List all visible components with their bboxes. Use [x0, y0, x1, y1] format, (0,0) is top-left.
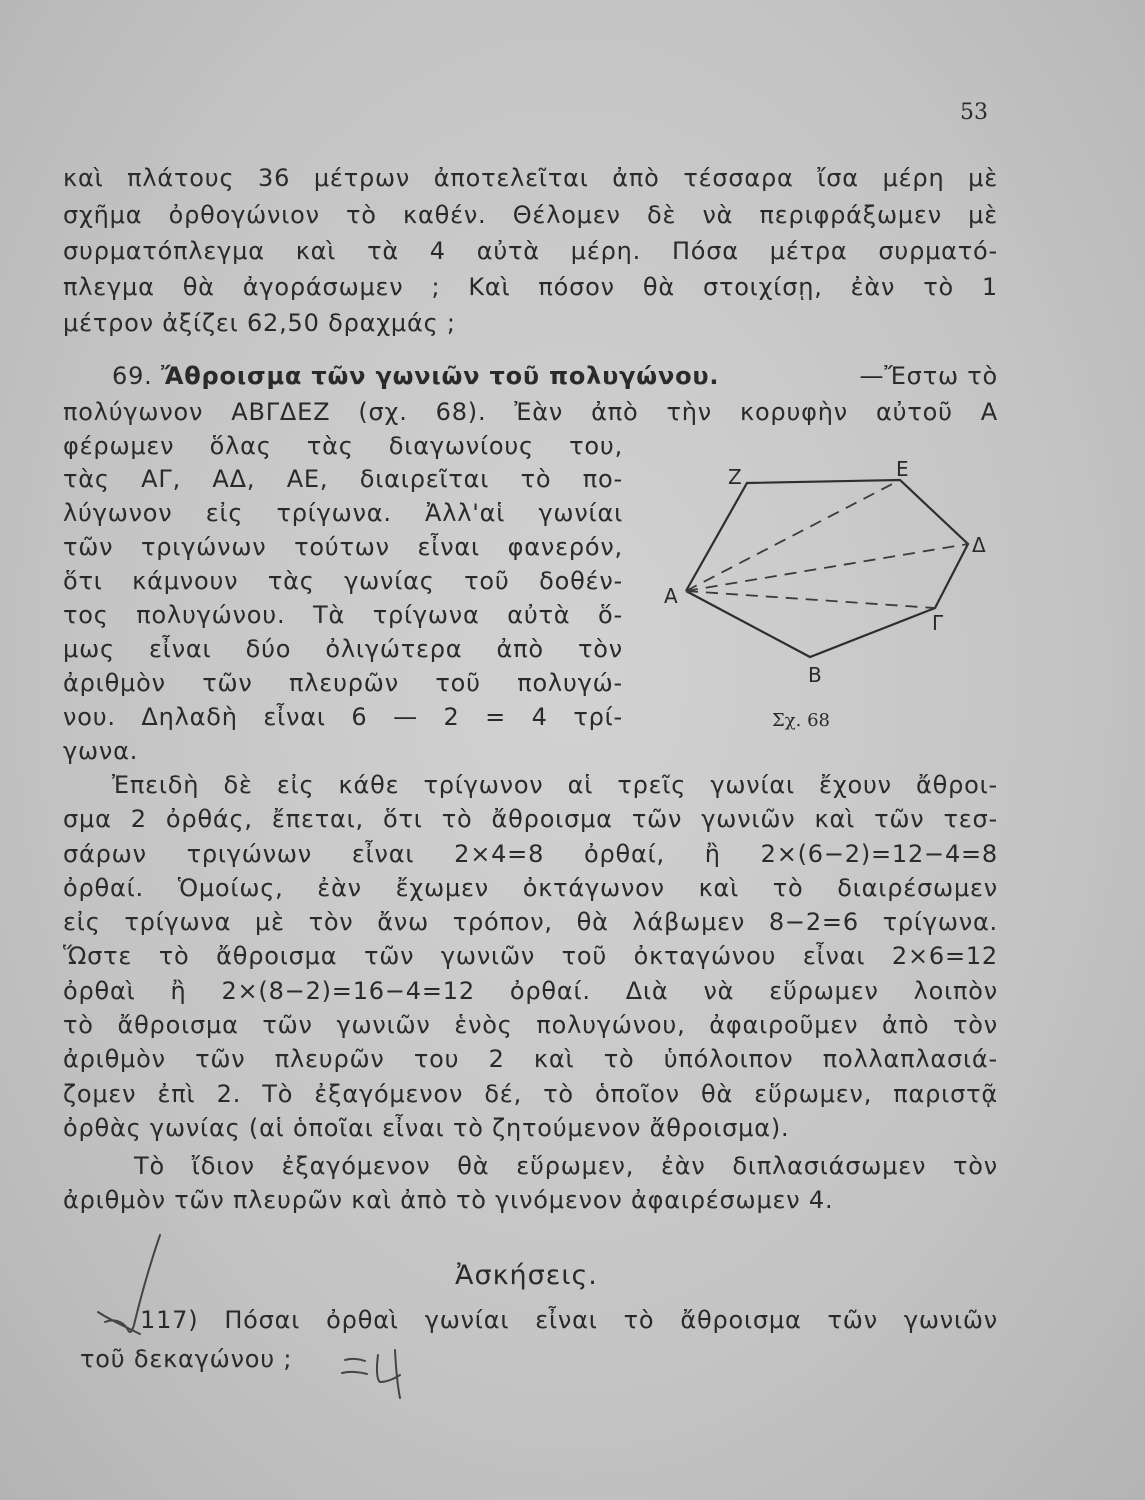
- text-line: Ὥστε τὸ ἄθροισμα τῶν γωνιῶν τοῦ ὀκταγώνου εἶναι 2×6=12: [63, 942, 998, 970]
- text-line: ὅτι κάμνουν τὰς γωνίας τοῦ δοθέν-: [63, 567, 623, 595]
- section-title: Ἄθροισμα τῶν γωνιῶν τοῦ πολυγώνου.: [161, 362, 720, 390]
- polygon-figure: [650, 450, 1010, 750]
- text-line: συρματόπλεγμα καὶ τὰ 4 αὐτὰ μέρη. Πόσα μέτρα συρματό-: [63, 237, 998, 265]
- text-line: ἀριθμὸν τῶν πλευρῶν καὶ ἀπὸ τὸ γινόμενον ἀφαιρέσωμεν 4.: [63, 1186, 834, 1214]
- text-line: φέρωμεν ὅλας τὰς διαγωνίους του,: [63, 432, 623, 460]
- text-line: ἀριθμὸν τῶν πλευρῶν τοῦ πολυγώ-: [63, 669, 623, 697]
- vertex-label-Z: Ζ: [728, 465, 742, 489]
- text-line: τῶν τριγώνων τούτων εἶναι φανερόν,: [63, 533, 623, 561]
- figure-caption: Σχ. 68: [772, 710, 830, 731]
- vertex-label-A: Α: [664, 584, 678, 608]
- page-number: 53: [960, 100, 988, 125]
- diagonal-AD: [686, 544, 968, 591]
- vertex-label-G: Γ: [932, 611, 944, 635]
- text-line: σάρων τριγώνων εἶναι 2×4=8 ὀρθαί, ἢ 2×(6−2)=12−4=8: [63, 840, 998, 868]
- text-line: μέτρον ἀξίζει 62,50 δραχμάς ;: [63, 309, 456, 337]
- text-line: νου. Δηλαδὴ εἶναι 6 — 2 = 4 τρί-: [63, 703, 623, 731]
- text-line: Τὸ ἴδιον ἐξαγόμενον θὰ εὕρωμεν, ἐὰν διπλασιάσωμεν τὸν: [134, 1152, 998, 1180]
- text-line: τος πολυγώνου. Τὰ τρίγωνα αὐτὰ ὅ-: [63, 601, 623, 629]
- text-line: εἰς τρίγωνα μὲ τὸν ἄνω τρόπον, θὰ λάβωμεν 8−2=6 τρίγωνα.: [63, 908, 998, 936]
- text-line: ζομεν ἐπὶ 2. Τὸ ἐξαγόμενον δέ, τὸ ὁποῖον θὰ εὕρωμεν, παριστᾷ: [63, 1080, 998, 1108]
- vertex-label-D: Δ: [972, 533, 986, 557]
- text-line: Ἐπειδὴ δὲ εἰς κάθε τρίγωνον αἱ τρεῖς γωνίαι ἔχουν ἄθροι-: [112, 771, 998, 799]
- text-line: λύγωνον εἰς τρίγωνα. Ἀλλ'αἱ γωνίαι: [63, 499, 623, 527]
- vertex-label-E: Ε: [896, 457, 909, 481]
- text-line: τὸ ἄθροισμα τῶν γωνιῶν ἑνὸς πολυγώνου, ἀφαιροῦμεν ἀπὸ τὸν: [63, 1011, 998, 1039]
- text-line: μως εἶναι δύο ὀλιγώτερα ἀπὸ τὸν: [63, 635, 623, 663]
- section-heading: [112, 362, 998, 390]
- exercises-title: Ἀσκήσεις.: [455, 1260, 598, 1291]
- section-number: 69.: [112, 362, 153, 390]
- exercise-117-line1: 117) Πόσαι ὀρθαὶ γωνίαι εἶναι τὸ ἄθροισμα τῶν γωνιῶν: [140, 1306, 998, 1334]
- text-line: σμα 2 ὀρθάς, ἔπεται, ὅτι τὸ ἄθροισμα τῶν γωνιῶν καὶ τῶν τεσ-: [63, 805, 998, 833]
- handwritten-marks: [60, 1230, 480, 1410]
- text-line: γωνα.: [63, 737, 139, 765]
- diagonal-AG: [686, 591, 935, 608]
- exercise-117-line2: τοῦ δεκαγώνου ;: [80, 1345, 293, 1373]
- text-line: ὀρθαὶ ἢ 2×(8−2)=16−4=12 ὀρθαί. Διὰ νὰ εὕρωμεν λοιπὸν: [63, 977, 998, 1005]
- text-line: πλεγμα θὰ ἀγοράσωμεν ; Καὶ πόσον θὰ στοιχίσῃ, ἐὰν τὸ 1: [63, 273, 998, 301]
- vertex-label-B: Β: [808, 663, 822, 687]
- text-line: καὶ πλάτους 36 μέτρων ἀποτελεῖται ἀπὸ τέσσαρα ἴσα μέρη μὲ: [63, 164, 998, 192]
- text-line: σχῆμα ὀρθογώνιον τὸ καθέν. Θέλομεν δὲ νὰ περιφράξωμεν μὲ: [63, 201, 998, 229]
- text-line: ὀρθαί. Ὁμοίως, ἐὰν ἔχωμεν ὀκτάγωνον καὶ τὸ διαιρέσωμεν: [63, 874, 998, 902]
- section-title-rest: —Ἔστω τὸ: [859, 362, 998, 390]
- text-line: τὰς ΑΓ, ΑΔ, ΑΕ, διαιρεῖται τὸ πο-: [63, 465, 623, 493]
- text-line: πολύγωνον ΑΒΓΔΕΖ (σχ. 68). Ἐὰν ἀπὸ τὴν κορυφὴν αὐτοῦ Α: [63, 398, 998, 426]
- text-line: ἀριθμὸν τῶν πλευρῶν του 2 καὶ τὸ ὑπόλοιπον πολλαπλασιά-: [63, 1045, 998, 1073]
- text-line: ὀρθὰς γωνίας (αἱ ὁποῖαι εἶναι τὸ ζητούμενον ἄθροισμα).: [63, 1114, 790, 1142]
